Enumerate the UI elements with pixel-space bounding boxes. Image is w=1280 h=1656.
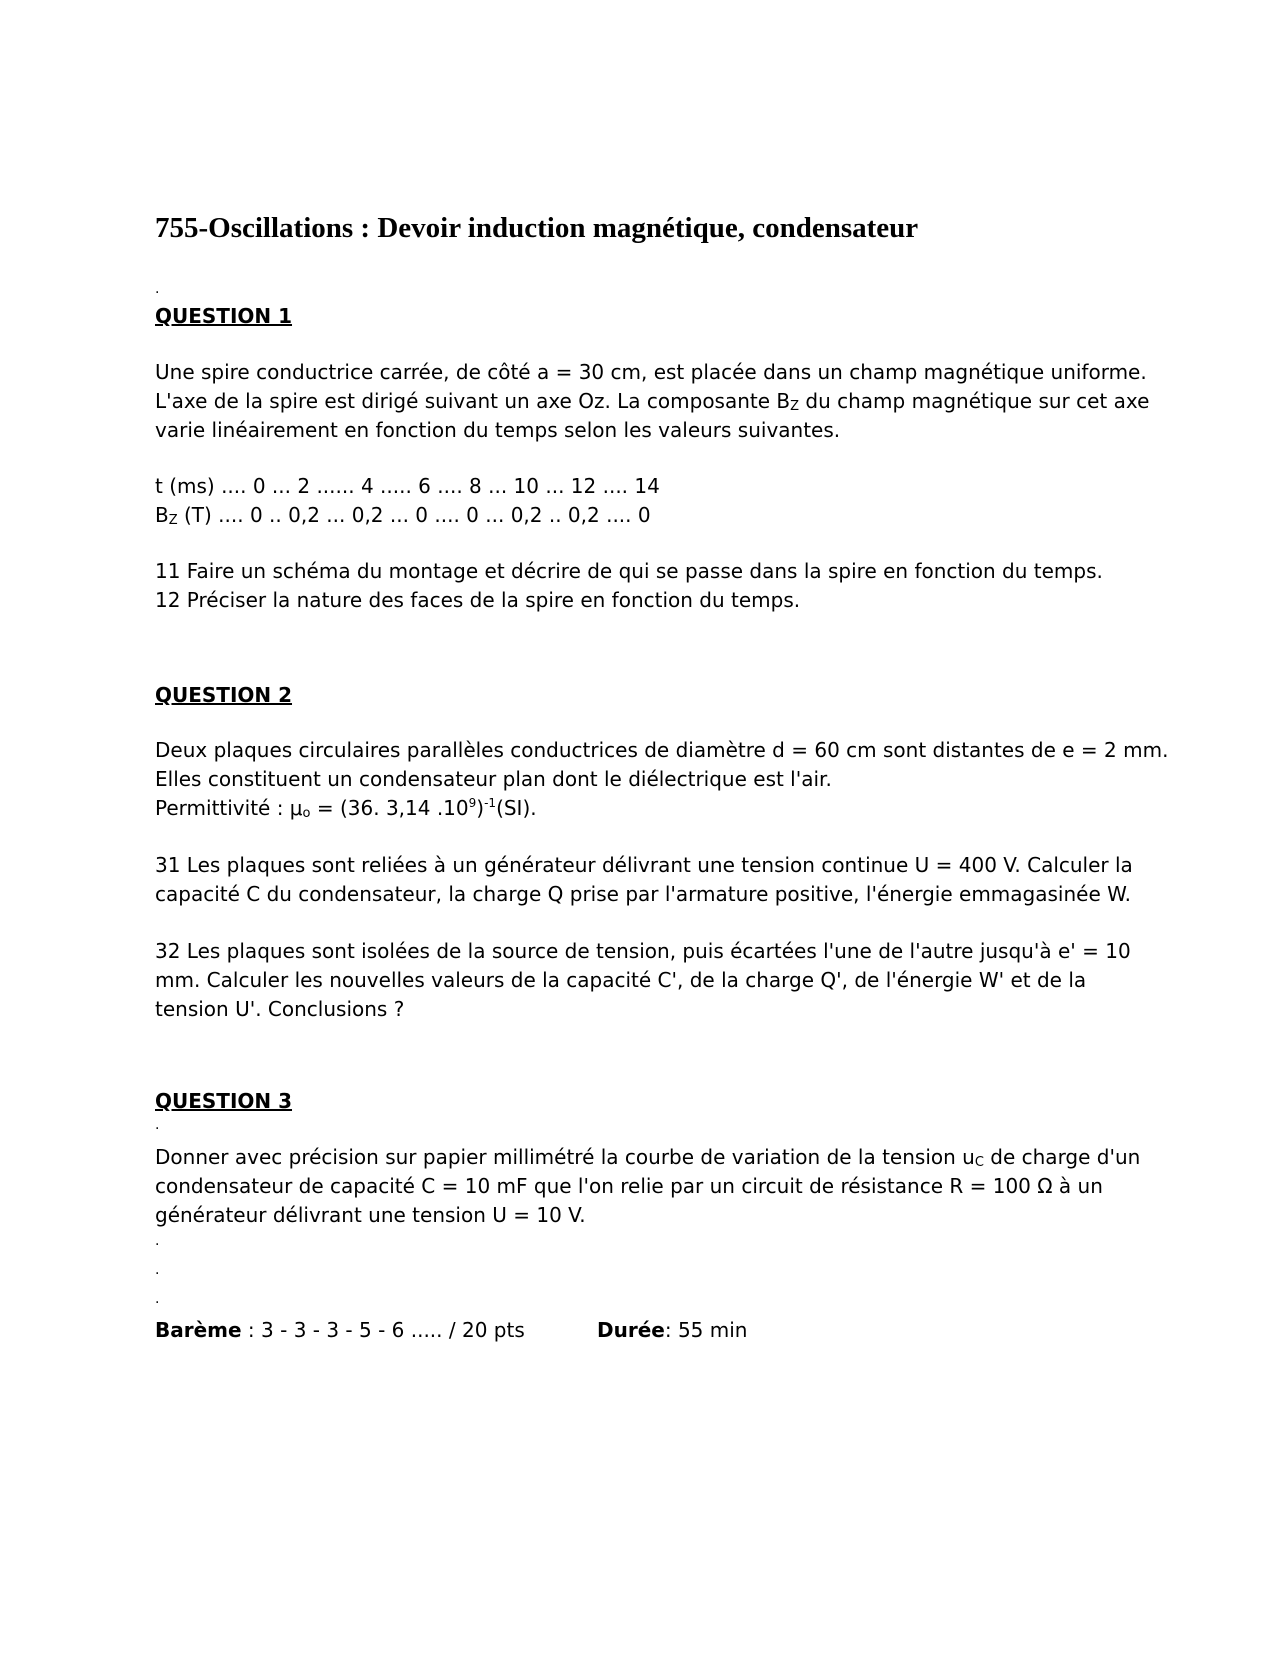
question-1-heading: QUESTION 1	[155, 304, 293, 328]
item-32-line: mm. Calculer les nouvelles valeurs de la capacité C', de la charge Q', de l'énergie W' et de la	[155, 968, 1087, 992]
q3-paragraph-line: condensateur de capacité C = 10 mF que l'on relie par un circuit de résistance R = 100 Ω à un	[155, 1174, 1103, 1198]
q1-paragraph-line	[155, 387, 1149, 416]
superscript: 9	[468, 796, 477, 810]
duration	[597, 1316, 747, 1345]
q1-paragraph-line: Une spire conductrice carrée, de côté a = 30 cm, est placée dans un champ magnétique uniforme.	[155, 360, 1147, 384]
text-span: de charge d'un	[983, 1145, 1141, 1169]
text-span: du champ magnétique sur cet axe	[799, 389, 1150, 413]
subscript: o	[302, 806, 311, 821]
q3-paragraph-line	[155, 1143, 1140, 1172]
text-span: = (36. 3,14 .10	[310, 796, 469, 820]
q2-paragraph-line: Deux plaques circulaires parallèles conductrices de diamètre d = 60 cm sont distantes de e = 2 mm.	[155, 738, 1169, 762]
item-31-line: 31 Les plaques sont reliées à un générateur délivrant une tension continue U = 400 V. Calculer la	[155, 853, 1133, 877]
duration-label: Durée	[597, 1318, 665, 1342]
item-32-line: 32 Les plaques sont isolées de la source de tension, puis écartées l'une de l'autre jusqu'à e' = 10	[155, 939, 1131, 963]
item-31-line: capacité C du condensateur, la charge Q prise par l'armature positive, l'énergie emmagasinée W.	[155, 882, 1131, 906]
q1-paragraph-line: varie linéairement en fonction du temps selon les valeurs suivantes.	[155, 418, 841, 442]
document-title: 755-Oscillations : Devoir induction magnétique, condensateur	[155, 212, 919, 244]
q3-paragraph-line: générateur délivrant une tension U = 10 V.	[155, 1203, 586, 1227]
dot-marker: .	[155, 281, 160, 297]
dot-marker: .	[155, 1117, 160, 1133]
subscript: Z	[790, 399, 800, 414]
text-span: (SI).	[496, 796, 537, 820]
text-span: )	[476, 796, 485, 820]
dot-marker: .	[155, 1291, 160, 1307]
question-3-heading: QUESTION 3	[155, 1089, 293, 1113]
text-span: Donner avec précision sur papier millimétré la courbe de variation de la tension u	[155, 1145, 975, 1169]
text-span: (T) .... 0 .. 0,2 ... 0,2 ... 0 .... 0 ... 0,2 .. 0,2 .... 0	[177, 503, 651, 527]
superscript: -1	[484, 796, 497, 810]
item-12: 12 Préciser la nature des faces de la spire en fonction du temps.	[155, 588, 801, 612]
subscript: C	[974, 1155, 984, 1170]
duration-value: : 55 min	[664, 1318, 748, 1342]
subscript: Z	[168, 513, 178, 528]
item-11: 11 Faire un schéma du montage et décrire de qui se passe dans la spire en fonction du temps.	[155, 559, 1103, 583]
permittivity-line	[155, 794, 537, 823]
text-span: L'axe de la spire est dirigé suivant un axe Oz. La composante B	[155, 389, 791, 413]
q2-paragraph-line: Elles constituent un condensateur plan dont le diélectrique est l'air.	[155, 767, 832, 791]
text-span: Permittivité : μ	[155, 796, 303, 820]
grading-value: : 3 - 3 - 3 - 5 - 6 ..... / 20 pts	[241, 1318, 525, 1342]
text-span: B	[155, 503, 169, 527]
item-32-line: tension U'. Conclusions ?	[155, 997, 405, 1021]
question-2-heading: QUESTION 2	[155, 683, 293, 707]
grading-label: Barème	[155, 1318, 242, 1342]
time-values-row: t (ms) .... 0 ... 2 ...... 4 ..... 6 .... 8 ... 10 ... 12 .... 14	[155, 474, 660, 498]
dot-marker: .	[155, 1262, 160, 1278]
field-values-row	[155, 501, 651, 530]
dot-marker: .	[155, 1233, 160, 1249]
grading-scale	[155, 1316, 525, 1345]
